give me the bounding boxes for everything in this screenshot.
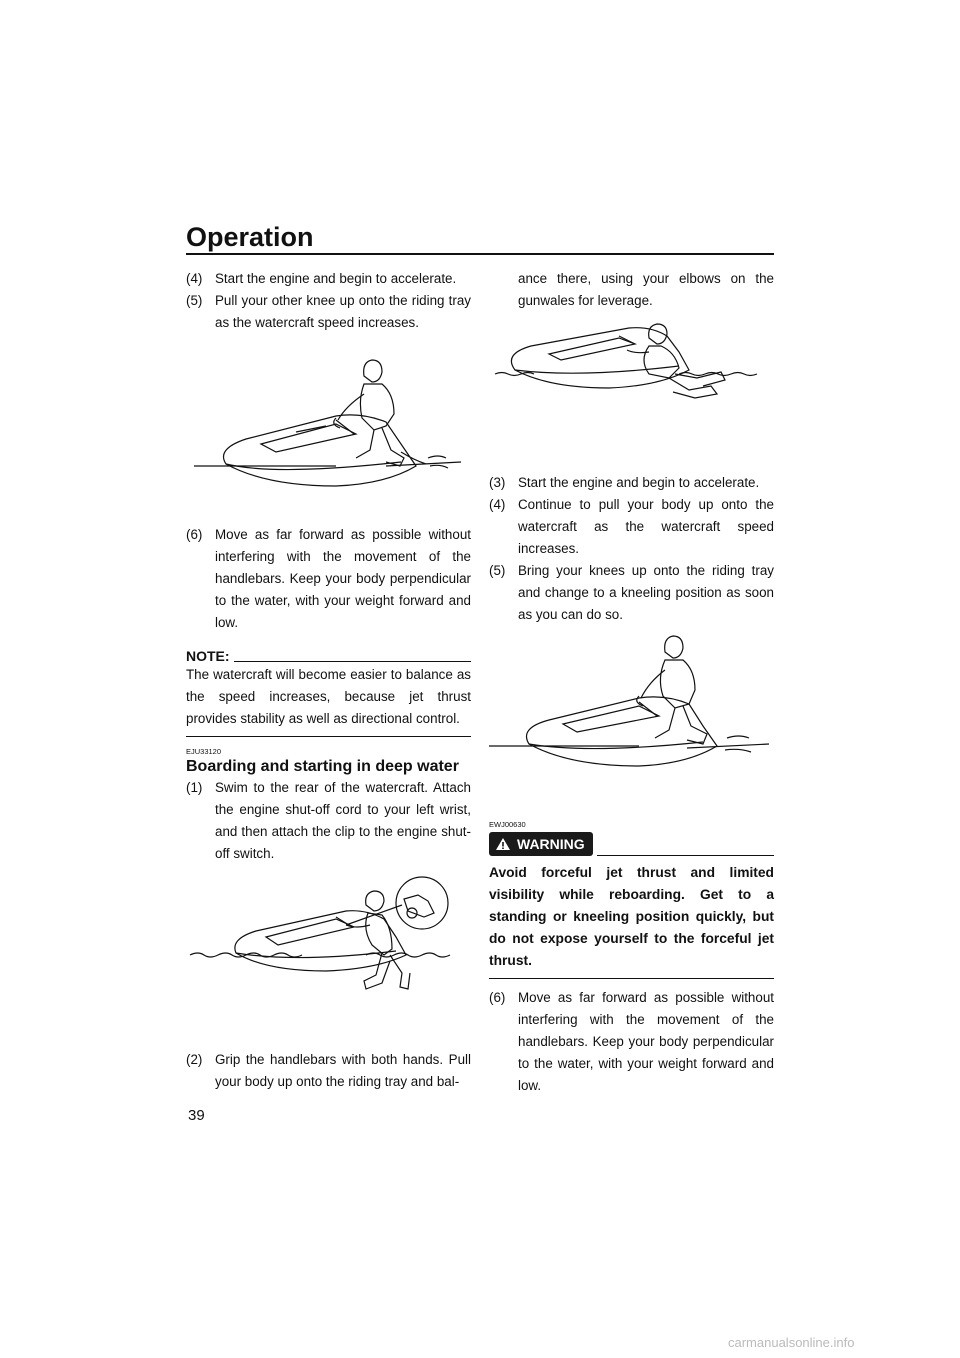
section-code: EJU33120 [186, 747, 222, 756]
watermark: carmanualsonline.info [728, 1335, 855, 1350]
steps-list-e [489, 472, 774, 626]
list-item: (5) Bring your knees up onto the riding tray and change to a kneeling position as soon as you can do so. [489, 563, 774, 622]
note-title: NOTE: [186, 648, 230, 664]
steps-list-f [489, 987, 774, 1097]
list-item: (3) Start the engine and begin to accelerate. [489, 475, 760, 490]
list-item: (1) Swim to the rear of the watercraft. Attach the engine shut-off cord to your left wrist, and then attach the clip to the engine shut-off switch. [186, 780, 471, 861]
note-end-rule [186, 736, 471, 737]
list-item: (6) Move as far forward as possible without interfering with the movement of the handlebars. Keep your body perpendicular to the water, with your weight forward and low. [186, 527, 471, 630]
illustration-kneeling-position [489, 626, 774, 810]
warning-header [489, 832, 774, 856]
illustration-swimming-attach-cord [186, 865, 471, 1049]
illustration-pulling-onto-tray [489, 312, 774, 472]
warning-badge [489, 832, 593, 856]
continuation-text: ance there, using your elbows on the gunwales for leverage. [518, 271, 774, 308]
list-item: (2) Grip the handlebars with both hands. Pull your body up onto the riding tray and bal- [186, 1052, 471, 1089]
warning-code: EWJ00630 [489, 820, 526, 829]
section-heading: Boarding and starting in deep water [186, 758, 459, 775]
warning-triangle-icon [495, 837, 511, 851]
note-header [186, 648, 471, 664]
warning-rule [597, 855, 774, 856]
warning-label: WARNING [517, 836, 585, 852]
note-rule [234, 661, 471, 662]
warning-text: Avoid forceful jet thrust and limited visibility while reboarding. Get to a standing or kneeling position quickly, but do not expose yourself to the forceful jet thrust. [489, 865, 774, 968]
left-column [186, 268, 471, 1093]
list-item: (4) Start the engine and begin to accelerate. [186, 271, 457, 286]
note-text: The watercraft will become easier to balance as the speed increases, because jet thrust provides stability as well as directional control. [186, 667, 471, 726]
steps-list-a [186, 268, 471, 334]
page-number: 39 [188, 1107, 205, 1124]
steps-list-c [186, 777, 471, 865]
illustration-kneeling-boarding [186, 334, 471, 524]
right-column [489, 268, 774, 1097]
steps-list-b [186, 524, 471, 634]
list-item: (4) Continue to pull your body up onto the watercraft as the watercraft speed increases. [489, 497, 774, 556]
page-title: Operation [186, 222, 314, 252]
list-item: (6) Move as far forward as possible without interfering with the movement of the handlebars. Keep your body perpendicular to the water, with your weight forward and low. [489, 990, 774, 1093]
list-item: (5) Pull your other knee up onto the riding tray as the watercraft speed increases. [186, 293, 471, 330]
warning-end-rule [489, 978, 774, 979]
header-rule [186, 253, 774, 255]
steps-list-d [186, 1049, 471, 1093]
